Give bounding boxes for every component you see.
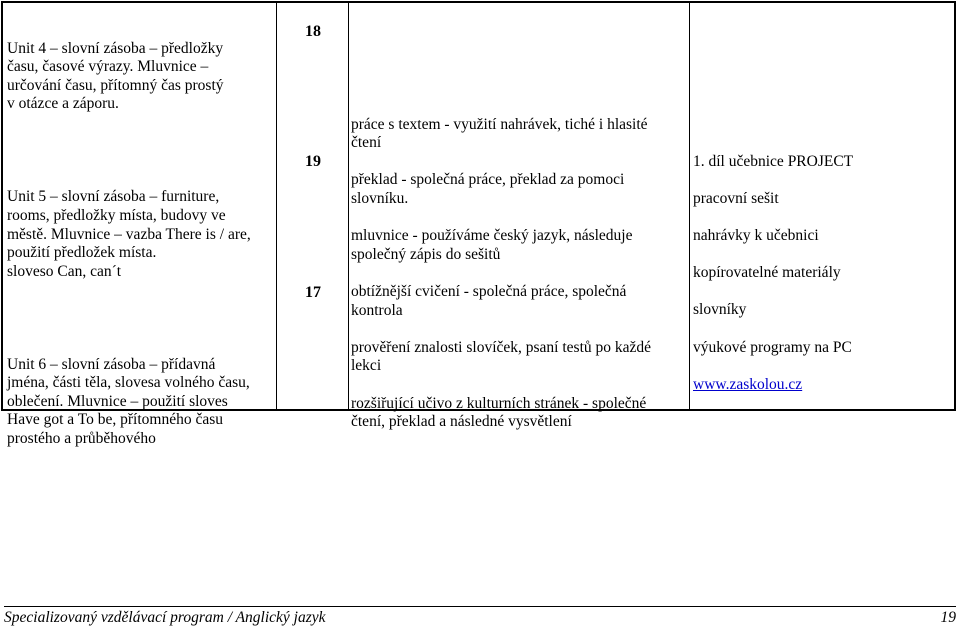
resource-item: slovníky — [693, 301, 747, 319]
topics-column — [7, 3, 275, 448]
curriculum-table — [1, 1, 956, 448]
column-divider — [348, 3, 349, 409]
method-item: mluvnice - používáme český jazyk, následuje společný zápis do sešitů — [351, 227, 633, 263]
column-divider — [276, 3, 277, 409]
resource-link[interactable]: www.zaskolou.cz — [693, 375, 803, 393]
footer-title: Specializovaný vzdělávací program / Anglický jazyk — [4, 609, 326, 626]
topic-unit-5: Unit 5 – slovní zásoba – furniture, rooms, předložky místa, budovy ve městě. Mluvnice – vazba There is / are, použití předložek místa. sloveso Can, can´t — [7, 188, 251, 280]
methods-column — [351, 3, 686, 431]
hours-unit-5: 19 — [305, 153, 321, 170]
page-footer — [4, 606, 956, 629]
topic-unit-6: Unit 6 – slovní zásoba – přídavná jména, části těla, slovesa volného času, oblečení. Mluvnice – použití sloves Have got a To be, přítomného času prostého a průběhového — [7, 355, 250, 448]
resource-item: 1. díl učebnice PROJECT — [693, 152, 854, 170]
hours-unit-4: 18 — [305, 23, 321, 40]
resource-item: pracovní sešit — [693, 189, 779, 207]
resource-item: výukové programy na PC — [693, 338, 852, 356]
method-item: prověření znalosti slovíček, psaní testů po každé lekci — [351, 338, 652, 375]
resource-item: kopírovatelné materiály — [693, 264, 841, 282]
method-item: obtížnější cvičení - společná práce, společná kontrola — [351, 282, 627, 319]
resources-column — [693, 3, 955, 409]
hours-column — [279, 3, 347, 409]
method-item: rozšiřující učivo z kulturních stránek - společné čtení, překlad a následné vysvětlení — [351, 394, 647, 431]
resource-item: nahrávky k učebnici — [693, 226, 819, 244]
hours-unit-6: 17 — [305, 284, 321, 301]
page-number: 19 — [940, 609, 956, 626]
method-item: překlad - společná práce, překlad za pomoci slovníku. — [351, 171, 625, 207]
column-divider — [689, 3, 690, 409]
topic-unit-4: Unit 4 – slovní zásoba – předložky času, časové výrazy. Mluvnice – určování času, přítomný čas prostý v otázce a záporu. — [7, 39, 224, 113]
method-item: práce s textem - využití nahrávek, tiché i hlasité čtení — [351, 115, 648, 152]
